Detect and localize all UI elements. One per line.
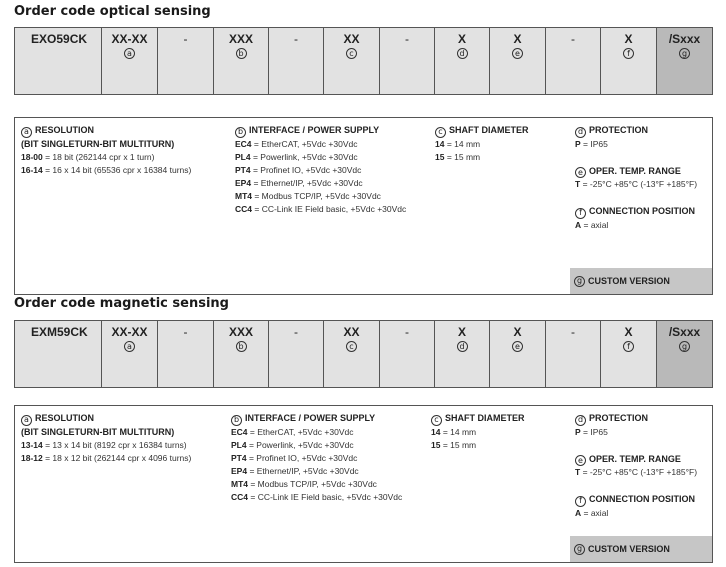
protection-heading bbox=[575, 124, 697, 138]
option-text: = IP65 bbox=[580, 138, 608, 149]
resolution-subheading: (BIT SINGLETURN-BIT MULTITURN) bbox=[21, 138, 175, 149]
option-text: = 14 mm bbox=[444, 138, 481, 149]
option-text: = 14 mm bbox=[440, 426, 477, 437]
option-text: = 16 x 14 bit (65536 cpr x 16384 turns) bbox=[42, 164, 192, 175]
circled-c-icon: c bbox=[435, 127, 446, 138]
shaft-option bbox=[435, 151, 529, 164]
code-field-b bbox=[214, 28, 269, 94]
protection-heading bbox=[575, 412, 697, 426]
interface-option bbox=[231, 465, 402, 478]
code-separator bbox=[546, 321, 601, 387]
separator-value: - bbox=[405, 325, 409, 339]
option-code: PL4 bbox=[235, 151, 251, 162]
option-code: EP4 bbox=[235, 177, 252, 188]
section-title: Order code optical sensing bbox=[14, 4, 211, 19]
circled-letter-icon: b bbox=[236, 341, 247, 352]
code-field-d bbox=[435, 28, 490, 94]
model-label: EXO59CK bbox=[31, 32, 88, 46]
option-code: PT4 bbox=[231, 452, 247, 463]
option-text: = 13 x 14 bit (8192 cpr x 16384 turns) bbox=[42, 439, 187, 450]
interface-option bbox=[231, 439, 402, 452]
code-separator bbox=[269, 28, 324, 94]
field-value: X bbox=[624, 325, 633, 339]
code-field-e bbox=[490, 321, 546, 387]
option-text: = -25°C +85°C (-13°F +185°F) bbox=[580, 467, 698, 477]
heading-text: INTERFACE / POWER SUPPLY bbox=[249, 125, 380, 135]
interface-column bbox=[235, 124, 406, 216]
interface-option bbox=[231, 491, 402, 504]
option-code: PT4 bbox=[235, 164, 251, 175]
interface-option bbox=[235, 164, 406, 177]
code-field-d bbox=[435, 321, 490, 387]
model-label: EXM59CK bbox=[31, 325, 88, 339]
option-code: CC4 bbox=[235, 203, 253, 214]
interface-column bbox=[231, 412, 402, 504]
heading-text: RESOLUTION bbox=[35, 413, 95, 423]
option-text: = Modbus TCP/IP, +5Vdc +30Vdc bbox=[248, 478, 377, 489]
order-code-row bbox=[14, 320, 713, 388]
shaft-column bbox=[435, 124, 529, 164]
option-code: EC4 bbox=[235, 138, 252, 149]
options-column bbox=[575, 412, 697, 520]
option-code: 18-00 bbox=[21, 151, 43, 162]
field-value: X bbox=[624, 32, 633, 46]
circled-letter-icon: e bbox=[512, 341, 523, 352]
option-text: = 15 mm bbox=[440, 439, 477, 450]
resolution-subheading: (BIT SINGLETURN-BIT MULTITURN) bbox=[21, 426, 175, 437]
code-separator bbox=[269, 321, 324, 387]
circled-b-icon: b bbox=[235, 127, 246, 138]
separator-value: - bbox=[183, 32, 188, 46]
circled-d-icon: d bbox=[575, 415, 586, 426]
option-code: 15 bbox=[435, 151, 445, 162]
circled-d-icon: d bbox=[575, 127, 586, 138]
circled-letter-icon: f bbox=[623, 341, 634, 352]
separator-value: - bbox=[294, 32, 298, 46]
option-code: CC4 bbox=[231, 491, 249, 502]
connection-heading bbox=[575, 493, 697, 507]
option-code: A bbox=[575, 507, 582, 518]
heading-text: SHAFT DIAMETER bbox=[445, 413, 525, 423]
option-text: = 18 bit (262144 cpr x 1 turn) bbox=[42, 151, 155, 162]
details-box bbox=[14, 117, 713, 295]
code-field-g bbox=[657, 28, 712, 94]
circled-f-icon: f bbox=[575, 208, 586, 219]
circled-letter-icon: d bbox=[457, 341, 468, 352]
code-separator bbox=[380, 28, 435, 94]
interface-option bbox=[235, 177, 406, 190]
circled-letter-icon: g bbox=[679, 48, 690, 59]
code-field-c bbox=[324, 321, 380, 387]
heading-text: CONNECTION POSITION bbox=[589, 494, 696, 504]
circled-e-icon: e bbox=[575, 167, 586, 178]
separator-value: - bbox=[571, 325, 575, 339]
circled-letter-icon: f bbox=[623, 48, 634, 59]
option-code: PL4 bbox=[231, 439, 247, 450]
option-text: = Profinet IO, +5Vdc +30Vdc bbox=[246, 452, 358, 463]
resolution-option bbox=[21, 452, 191, 465]
option-code: T bbox=[575, 179, 581, 189]
heading-text: SHAFT DIAMETER bbox=[449, 125, 529, 135]
heading-text: INTERFACE / POWER SUPPLY bbox=[245, 413, 376, 423]
code-field-c bbox=[324, 28, 380, 94]
heading-text: CONNECTION POSITION bbox=[589, 206, 696, 216]
option-code: P bbox=[575, 138, 581, 149]
option-code: MT4 bbox=[231, 478, 248, 489]
option-text: = Profinet IO, +5Vdc +30Vdc bbox=[250, 164, 362, 175]
option-text: = CC-Link IE Field basic, +5Vdc +30Vdc bbox=[252, 203, 407, 214]
resolution-heading bbox=[21, 412, 191, 426]
temp-heading bbox=[575, 453, 697, 467]
circled-c-icon: c bbox=[431, 415, 442, 426]
shaft-heading bbox=[435, 124, 529, 138]
option-text: = EtherCAT, +5Vdc +30Vdc bbox=[251, 138, 358, 149]
option-code: 16-14 bbox=[21, 164, 43, 175]
temp-heading bbox=[575, 165, 697, 179]
shaft-option bbox=[435, 138, 529, 151]
temp-option bbox=[575, 178, 697, 191]
heading-text: PROTECTION bbox=[589, 125, 649, 135]
heading-text: PROTECTION bbox=[589, 413, 649, 423]
circled-letter-icon: a bbox=[124, 48, 135, 59]
circled-letter-icon: b bbox=[236, 48, 247, 59]
circled-letter-icon: c bbox=[346, 341, 357, 352]
option-code: 18-12 bbox=[21, 452, 43, 463]
code-field-a bbox=[102, 321, 158, 387]
circled-e-icon: e bbox=[575, 455, 586, 466]
interface-heading bbox=[231, 412, 402, 426]
option-text: = axial bbox=[581, 219, 609, 230]
code-field-e bbox=[490, 28, 546, 94]
field-value: /Sxxx bbox=[668, 32, 701, 46]
circled-b-icon: b bbox=[231, 415, 242, 426]
interface-option bbox=[235, 190, 406, 203]
option-text: = Modbus TCP/IP, +5Vdc +30Vdc bbox=[252, 190, 381, 201]
heading-text: OPER. TEMP. RANGE bbox=[589, 165, 681, 176]
heading-text: OPER. TEMP. RANGE bbox=[589, 453, 681, 464]
circled-a-icon: a bbox=[21, 127, 32, 138]
custom-version-box bbox=[570, 536, 712, 562]
code-field-a bbox=[102, 28, 158, 94]
resolution-option bbox=[21, 164, 191, 177]
resolution-column bbox=[21, 412, 191, 465]
details-box bbox=[14, 405, 713, 563]
code-separator bbox=[380, 321, 435, 387]
code-separator bbox=[546, 28, 601, 94]
option-text: = IP65 bbox=[580, 426, 608, 437]
resolution-column bbox=[21, 124, 191, 177]
option-text: = 18 x 12 bit (262144 cpr x 4096 turns) bbox=[42, 452, 192, 463]
code-field-g bbox=[657, 321, 712, 387]
option-text: = Ethernet/IP, +5Vdc +30Vdc bbox=[247, 465, 359, 476]
protection-option bbox=[575, 138, 697, 151]
shaft-heading bbox=[431, 412, 525, 426]
option-code: 14 bbox=[431, 426, 441, 437]
option-code: P bbox=[575, 426, 581, 437]
interface-option bbox=[235, 151, 406, 164]
circled-g-icon: g bbox=[574, 276, 585, 287]
interface-option bbox=[235, 203, 406, 216]
field-value: XX bbox=[343, 32, 360, 46]
field-value: /Sxxx bbox=[668, 325, 701, 339]
circled-g-icon: g bbox=[574, 544, 585, 555]
option-code: 14 bbox=[435, 138, 445, 149]
protection-option bbox=[575, 426, 697, 439]
interface-heading bbox=[235, 124, 406, 138]
connection-heading bbox=[575, 205, 697, 219]
option-text: = EtherCAT, +5Vdc +30Vdc bbox=[247, 426, 354, 437]
field-value: XXX bbox=[228, 32, 253, 46]
section-title: Order code magnetic sensing bbox=[14, 296, 229, 311]
circled-letter-icon: c bbox=[346, 48, 357, 59]
option-code: EP4 bbox=[231, 465, 248, 476]
interface-option bbox=[231, 452, 402, 465]
connection-option bbox=[575, 219, 697, 232]
options-column bbox=[575, 124, 697, 232]
interface-option bbox=[231, 478, 402, 491]
option-code: MT4 bbox=[235, 190, 252, 201]
circled-letter-icon: a bbox=[124, 341, 135, 352]
option-code: 15 bbox=[431, 439, 441, 450]
circled-letter-icon: e bbox=[512, 48, 523, 59]
order-code-row bbox=[14, 27, 713, 95]
circled-letter-icon: d bbox=[457, 48, 468, 59]
option-text: = 15 mm bbox=[444, 151, 481, 162]
temp-option bbox=[575, 466, 697, 479]
interface-option bbox=[231, 426, 402, 439]
option-text: = Powerlink, +5Vdc +30Vdc bbox=[246, 439, 354, 450]
code-field-f bbox=[601, 321, 657, 387]
code-field-b bbox=[214, 321, 269, 387]
connection-option bbox=[575, 507, 697, 520]
code-separator bbox=[158, 28, 214, 94]
field-value: XXX bbox=[228, 325, 253, 339]
option-text: = Powerlink, +5Vdc +30Vdc bbox=[250, 151, 358, 162]
option-text: = -25°C +85°C (-13°F +185°F) bbox=[580, 179, 698, 189]
heading-text: RESOLUTION bbox=[35, 125, 95, 135]
option-code: T bbox=[575, 467, 581, 477]
separator-value: - bbox=[294, 325, 298, 339]
shaft-option bbox=[431, 426, 525, 439]
field-value: X bbox=[513, 325, 522, 339]
field-value: X bbox=[457, 325, 466, 339]
circled-f-icon: f bbox=[575, 496, 586, 507]
option-code: EC4 bbox=[231, 426, 248, 437]
circled-letter-icon: g bbox=[679, 341, 690, 352]
field-value: XX-XX bbox=[111, 32, 148, 46]
separator-value: - bbox=[405, 32, 409, 46]
field-value: X bbox=[457, 32, 466, 46]
field-value: X bbox=[513, 32, 522, 46]
option-code: 13-14 bbox=[21, 439, 43, 450]
interface-option bbox=[235, 138, 406, 151]
field-value: XX bbox=[343, 325, 360, 339]
resolution-option bbox=[21, 151, 191, 164]
code-model bbox=[15, 321, 102, 387]
resolution-heading bbox=[21, 124, 191, 138]
shaft-option bbox=[431, 439, 525, 452]
separator-value: - bbox=[571, 32, 575, 46]
field-value: XX-XX bbox=[111, 325, 148, 339]
custom-version-label: CUSTOM VERSION bbox=[588, 543, 670, 554]
custom-version-box bbox=[570, 268, 712, 294]
option-code: A bbox=[575, 219, 582, 230]
separator-value: - bbox=[183, 325, 188, 339]
option-text: = CC-Link IE Field basic, +5Vdc +30Vdc bbox=[248, 491, 403, 502]
code-model bbox=[15, 28, 102, 94]
code-separator bbox=[158, 321, 214, 387]
option-text: = Ethernet/IP, +5Vdc +30Vdc bbox=[251, 177, 363, 188]
option-text: = axial bbox=[581, 507, 609, 518]
resolution-option bbox=[21, 439, 191, 452]
shaft-column bbox=[431, 412, 525, 452]
circled-a-icon: a bbox=[21, 415, 32, 426]
custom-version-label: CUSTOM VERSION bbox=[588, 275, 670, 286]
code-field-f bbox=[601, 28, 657, 94]
